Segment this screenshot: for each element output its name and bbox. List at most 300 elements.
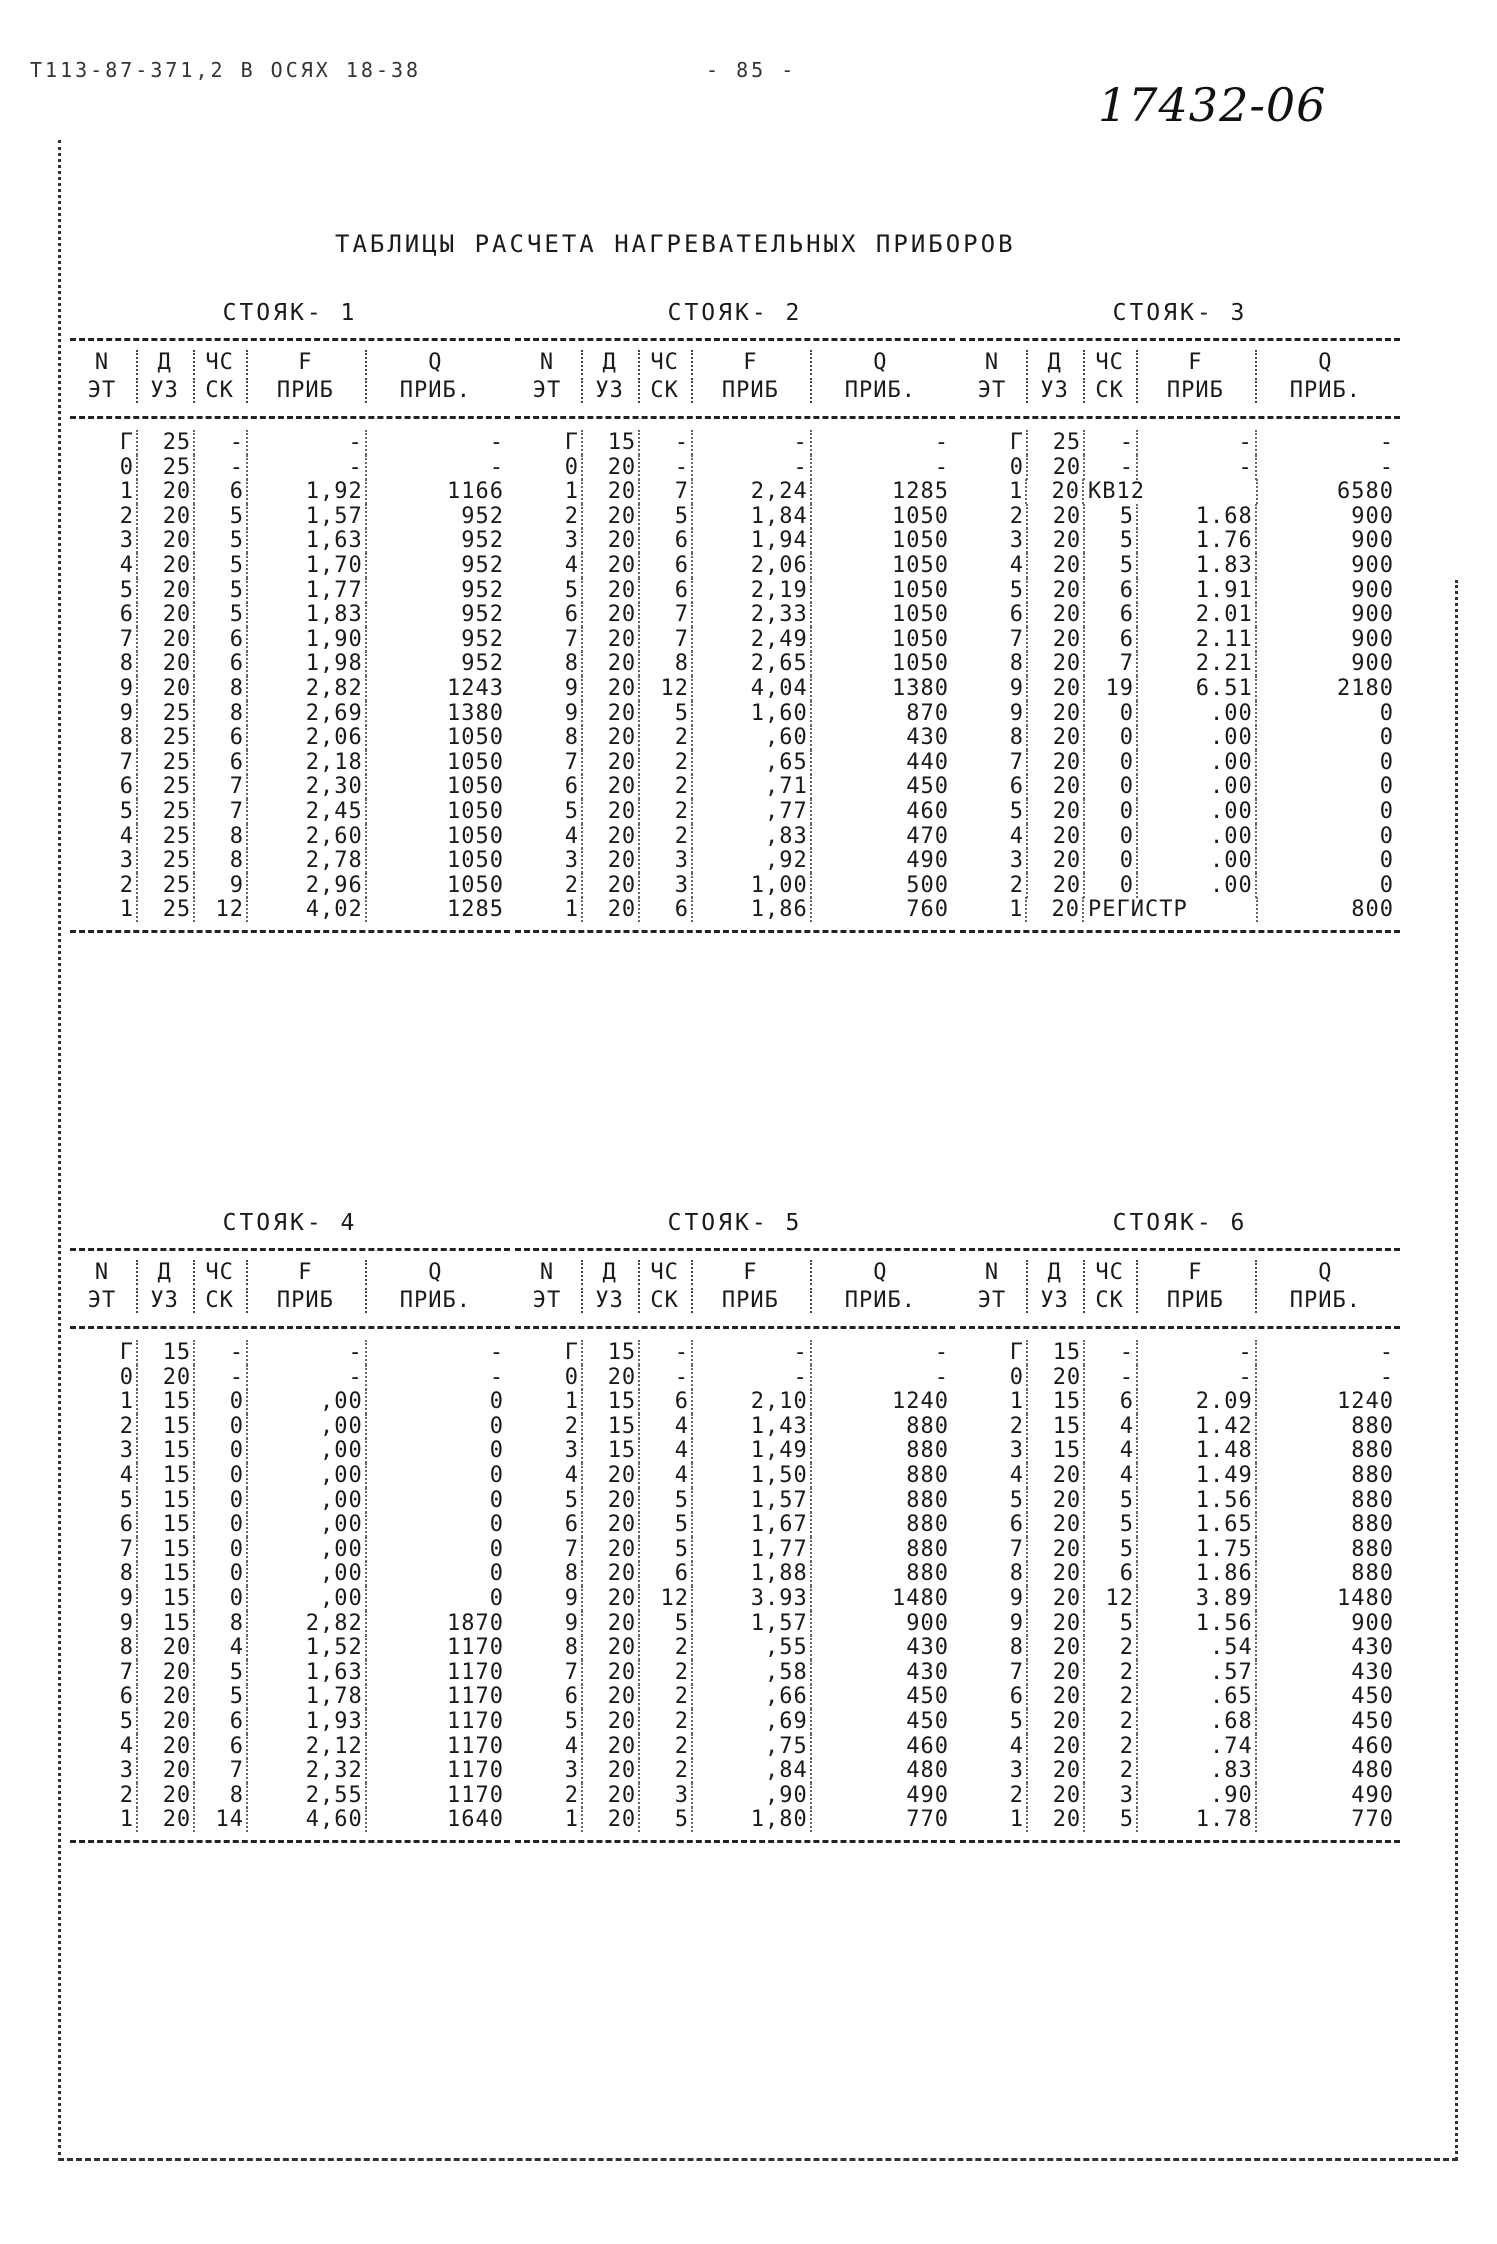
table-row — [70, 1561, 510, 1586]
table-row — [960, 1586, 1400, 1611]
cell-diameter: 20 — [581, 750, 638, 775]
cell-floor: 7 — [1009, 749, 1024, 775]
table-rule-top — [70, 338, 510, 341]
cell-diameter: 25 — [136, 750, 193, 775]
cell-diameter: 15 — [136, 1340, 193, 1365]
cell-floor: 4 — [119, 1463, 134, 1488]
left-margin-rule — [58, 140, 61, 2155]
cell-floor: 9 — [1009, 676, 1024, 701]
column-header-row — [960, 1260, 1400, 1285]
table-row — [960, 1561, 1400, 1586]
column-header-q: Q — [810, 1260, 955, 1285]
cell-heat-output: 952 — [365, 528, 510, 553]
cell-area: 1,94 — [691, 528, 810, 553]
table-row — [70, 848, 510, 873]
cell-diameter: 20 — [136, 1365, 193, 1390]
cell-diameter: 20 — [1026, 1660, 1083, 1685]
cell-diameter: 20 — [1026, 1758, 1083, 1783]
cell-sections: 12 — [1083, 1586, 1136, 1611]
table-row — [515, 1807, 955, 1832]
cell-area: 6.51 — [1136, 676, 1255, 701]
cell-floor: 7 — [564, 626, 579, 652]
cell-diameter: 25 — [136, 430, 193, 455]
table-row — [70, 873, 510, 898]
table-row — [960, 1463, 1400, 1488]
cell-diameter: 25 — [136, 848, 193, 873]
cell-floor: 8 — [119, 1635, 134, 1661]
cell-diameter: 20 — [581, 553, 638, 578]
table-rule-bottom — [960, 930, 1400, 933]
cell-sections: 6 — [638, 528, 691, 553]
table-row — [70, 1389, 510, 1414]
cell-area: 1,57 — [691, 1611, 810, 1636]
column-header-a: Д — [136, 350, 193, 375]
cell-floor: 9 — [1009, 1586, 1024, 1611]
cell-floor: 1 — [119, 1389, 134, 1415]
cell-diameter: 25 — [136, 455, 193, 480]
cell-diameter: 20 — [1026, 824, 1083, 849]
cell-floor: 9 — [1009, 1610, 1024, 1636]
cell-sections: 6 — [1083, 627, 1136, 652]
cell-heat-output: 1050 — [365, 848, 510, 873]
table-row — [960, 430, 1400, 455]
cell-area: ,90 — [691, 1783, 810, 1808]
cell-area: 1.65 — [1136, 1512, 1255, 1537]
column-header-a: Д — [1026, 350, 1083, 375]
cell-area: 1,43 — [691, 1414, 810, 1439]
cell-floor: 4 — [1009, 823, 1024, 849]
table-row — [960, 578, 1400, 603]
cell-diameter: 20 — [581, 1488, 638, 1513]
cell-sections: 2 — [1083, 1734, 1136, 1759]
cell-heat-output: 952 — [365, 651, 510, 676]
column-header-n: ЭТ — [532, 1288, 562, 1313]
table-row — [70, 455, 510, 480]
cell-area: 2,12 — [246, 1734, 365, 1759]
cell-heat-output: 2180 — [1255, 676, 1400, 701]
cell-heat-output: 880 — [1255, 1512, 1400, 1537]
cell-heat-output: 880 — [1255, 1438, 1400, 1463]
cell-diameter: 20 — [136, 627, 193, 652]
cell-heat-output: 760 — [810, 897, 955, 922]
cell-area: .83 — [1136, 1758, 1255, 1783]
cell-heat-output: - — [1255, 430, 1400, 455]
cell-sections: 8 — [193, 676, 246, 701]
cell-diameter: 15 — [136, 1561, 193, 1586]
column-header-s: СК — [638, 1288, 691, 1313]
cell-area: 2.21 — [1136, 651, 1255, 676]
cell-floor: 8 — [564, 651, 579, 677]
column-header-s: СК — [638, 378, 691, 403]
cell-area: 1.49 — [1136, 1463, 1255, 1488]
cell-area: 1,98 — [246, 651, 365, 676]
table-row — [70, 1758, 510, 1783]
cell-area: 1,84 — [691, 504, 810, 529]
cell-sections: 0 — [193, 1586, 246, 1611]
cell-sections: 5 — [1083, 504, 1136, 529]
column-header-a: УЗ — [581, 378, 638, 403]
cell-floor: 7 — [564, 1659, 579, 1685]
cell-diameter: 20 — [1026, 1512, 1083, 1537]
cell-area: ,00 — [246, 1438, 365, 1463]
cell-area: ,58 — [691, 1660, 810, 1685]
column-header-f: ПРИБ — [246, 378, 365, 403]
cell-diameter: 15 — [581, 1340, 638, 1365]
cell-heat-output: 1480 — [1255, 1586, 1400, 1611]
cell-area: ,77 — [691, 799, 810, 824]
cell-floor: 1 — [119, 1807, 134, 1833]
table-row — [70, 701, 510, 726]
cell-sections: - — [193, 1365, 246, 1390]
cell-floor: 7 — [564, 1536, 579, 1562]
cell-diameter: 20 — [1026, 627, 1083, 652]
cell-sections: 9 — [193, 873, 246, 898]
cell-heat-output: 900 — [1255, 651, 1400, 676]
cell-heat-output: 1380 — [365, 701, 510, 726]
cell-diameter: 20 — [581, 578, 638, 603]
cell-heat-output: 900 — [1255, 602, 1400, 627]
cell-sections: 0 — [193, 1389, 246, 1414]
cell-floor: 1 — [1009, 479, 1024, 505]
riser-name: СТОЯК- 2 — [667, 300, 803, 326]
cell-diameter: 20 — [581, 824, 638, 849]
column-header-s: ЧС — [638, 350, 691, 375]
cell-sections: 5 — [1083, 553, 1136, 578]
cell-sections: 3 — [638, 848, 691, 873]
cell-area: ,69 — [691, 1709, 810, 1734]
cell-floor: 0 — [564, 1364, 579, 1390]
cell-area: 2,06 — [246, 725, 365, 750]
cell-sections: 7 — [638, 627, 691, 652]
cell-heat-output: 1050 — [365, 824, 510, 849]
cell-area: .57 — [1136, 1660, 1255, 1685]
cell-sections: 5 — [193, 553, 246, 578]
column-header-n: N — [539, 350, 555, 375]
cell-sections: 4 — [638, 1438, 691, 1463]
table-row — [70, 578, 510, 603]
cell-diameter: 20 — [581, 627, 638, 652]
cell-floor: 2 — [1009, 872, 1024, 898]
table-row — [960, 1684, 1400, 1709]
cell-sections: 7 — [638, 479, 691, 504]
table-rule-bottom — [515, 930, 955, 933]
cell-heat-output: 450 — [1255, 1684, 1400, 1709]
table-row — [70, 725, 510, 750]
table-row — [515, 1709, 955, 1734]
table-row — [70, 1365, 510, 1390]
cell-area: 1.68 — [1136, 504, 1255, 529]
riser-table — [960, 300, 1400, 1200]
cell-floor: 6 — [119, 774, 134, 800]
cell-diameter: 20 — [1026, 1463, 1083, 1488]
cell-sections: 6 — [193, 725, 246, 750]
cell-heat-output: 1050 — [810, 578, 955, 603]
table-row — [960, 799, 1400, 824]
table-row — [960, 676, 1400, 701]
cell-area: 2,18 — [246, 750, 365, 775]
cell-heat-output: 1050 — [365, 774, 510, 799]
cell-sections: 4 — [638, 1463, 691, 1488]
cell-floor: Г — [1009, 430, 1024, 455]
cell-heat-output: 0 — [1255, 701, 1400, 726]
cell-floor: 5 — [564, 1487, 579, 1513]
cell-area: .00 — [1136, 799, 1255, 824]
cell-heat-output: 800 — [1256, 897, 1400, 922]
cell-heat-output: 880 — [1255, 1488, 1400, 1513]
cell-diameter: 20 — [136, 578, 193, 603]
table-rule-header — [70, 1326, 510, 1329]
table-row — [960, 627, 1400, 652]
cell-heat-output: 490 — [1255, 1783, 1400, 1808]
cell-area: ,65 — [691, 750, 810, 775]
table-row — [515, 1414, 955, 1439]
column-header-q: ПРИБ. — [810, 1288, 955, 1313]
cell-floor: 2 — [564, 1413, 579, 1439]
cell-heat-output: 952 — [365, 602, 510, 627]
cell-area: 2,30 — [246, 774, 365, 799]
table-row — [960, 1734, 1400, 1759]
table-rule-top — [515, 338, 955, 341]
table-row — [960, 897, 1400, 922]
cell-floor: 6 — [1009, 1684, 1024, 1710]
cell-floor: 2 — [564, 1782, 579, 1808]
cell-area: 1,93 — [246, 1709, 365, 1734]
cell-heat-output: 450 — [810, 1709, 955, 1734]
cell-heat-output: 480 — [1255, 1758, 1400, 1783]
cell-diameter: 20 — [581, 651, 638, 676]
table-row — [515, 1438, 955, 1463]
table-rule-bottom — [70, 1840, 510, 1843]
cell-area: 1,80 — [691, 1807, 810, 1832]
cell-area: ,00 — [246, 1512, 365, 1537]
cell-area: ,00 — [246, 1586, 365, 1611]
column-header-a: УЗ — [136, 378, 193, 403]
cell-heat-output: 0 — [1255, 824, 1400, 849]
cell-area: 1,00 — [691, 873, 810, 898]
cell-heat-output: 470 — [810, 824, 955, 849]
cell-area: ,55 — [691, 1635, 810, 1660]
cell-floor: 7 — [119, 626, 134, 652]
table-row — [960, 824, 1400, 849]
cell-area: .00 — [1136, 750, 1255, 775]
cell-floor: 3 — [564, 1438, 579, 1464]
cell-area: 1,77 — [246, 578, 365, 603]
cell-heat-output: - — [365, 1340, 510, 1365]
cell-diameter: 25 — [136, 897, 193, 922]
cell-floor: 9 — [564, 1586, 579, 1611]
cell-sections: 2 — [638, 1635, 691, 1660]
cell-diameter: 20 — [1026, 1537, 1083, 1562]
cell-section-type: КВ12 — [1082, 479, 1256, 504]
column-header-f: F — [691, 350, 810, 375]
cell-heat-output: 900 — [810, 1611, 955, 1636]
cell-area: 1,63 — [246, 1660, 365, 1685]
table-row — [515, 799, 955, 824]
cell-diameter: 20 — [581, 725, 638, 750]
cell-floor: 4 — [564, 1463, 579, 1488]
table-row — [960, 873, 1400, 898]
column-header-a: УЗ — [136, 1288, 193, 1313]
cell-diameter: 15 — [136, 1537, 193, 1562]
column-header-f: F — [1136, 350, 1255, 375]
cell-area: .00 — [1136, 848, 1255, 873]
cell-sections: 2 — [638, 774, 691, 799]
cell-diameter: 15 — [581, 1389, 638, 1414]
cell-heat-output: 6580 — [1256, 479, 1400, 504]
column-header-s: ЧС — [193, 350, 246, 375]
cell-floor: 2 — [119, 1782, 134, 1808]
column-header-q: Q — [1255, 1260, 1400, 1285]
cell-area: 1.56 — [1136, 1488, 1255, 1513]
cell-heat-output: 1170 — [365, 1635, 510, 1660]
cell-heat-output: - — [365, 1365, 510, 1390]
right-margin-rule — [1455, 580, 1458, 2160]
column-header-row — [515, 1288, 955, 1313]
column-header-n: N — [984, 350, 1000, 375]
cell-heat-output: 880 — [810, 1537, 955, 1562]
cell-area: 1.91 — [1136, 578, 1255, 603]
cell-sections: 2 — [1083, 1660, 1136, 1685]
column-header-s: ЧС — [1083, 350, 1136, 375]
riser-table — [70, 300, 510, 1200]
cell-sections: 5 — [193, 602, 246, 627]
cell-area: 1.76 — [1136, 528, 1255, 553]
cell-area: ,71 — [691, 774, 810, 799]
table-row — [515, 873, 955, 898]
cell-diameter: 15 — [1026, 1438, 1083, 1463]
cell-area: ,83 — [691, 824, 810, 849]
cell-floor: 6 — [564, 774, 579, 800]
cell-area: .00 — [1136, 774, 1255, 799]
cell-heat-output: 1050 — [810, 602, 955, 627]
cell-diameter: 20 — [581, 1758, 638, 1783]
table-row — [515, 651, 955, 676]
cell-floor: 2 — [564, 872, 579, 898]
cell-area: .00 — [1136, 824, 1255, 849]
cell-area: - — [1136, 1340, 1255, 1365]
cell-heat-output: - — [810, 430, 955, 455]
cell-heat-output: - — [365, 430, 510, 455]
table-row — [515, 824, 955, 849]
cell-section-type: РЕГИСТР — [1082, 897, 1256, 922]
cell-heat-output: 880 — [810, 1561, 955, 1586]
cell-floor: 2 — [119, 503, 134, 529]
cell-sections: 3 — [638, 1783, 691, 1808]
column-header-s: СК — [1083, 378, 1136, 403]
table-rule-top — [960, 1248, 1400, 1251]
cell-heat-output: 1050 — [810, 528, 955, 553]
cell-sections: 0 — [1083, 824, 1136, 849]
riser-table — [70, 1210, 510, 2110]
cell-heat-output: 0 — [365, 1537, 510, 1562]
table-row — [70, 553, 510, 578]
cell-floor: 2 — [119, 872, 134, 898]
cell-heat-output: 490 — [810, 1783, 955, 1808]
cell-heat-output: 1480 — [810, 1586, 955, 1611]
cell-floor: 6 — [564, 602, 579, 628]
cell-sections: 2 — [1083, 1684, 1136, 1709]
cell-diameter: 20 — [1026, 676, 1083, 701]
cell-floor: 3 — [1009, 848, 1024, 874]
cell-floor: 5 — [564, 1709, 579, 1734]
cell-area: 1,52 — [246, 1635, 365, 1660]
cell-area: 1,78 — [246, 1684, 365, 1709]
cell-area: 1.86 — [1136, 1561, 1255, 1586]
table-row — [70, 651, 510, 676]
cell-diameter: 25 — [136, 799, 193, 824]
cell-sections: 7 — [193, 774, 246, 799]
cell-area: 2,10 — [691, 1389, 810, 1414]
cell-heat-output: 500 — [810, 873, 955, 898]
column-header-n: N — [94, 1260, 110, 1285]
cell-sections: - — [193, 455, 246, 480]
cell-floor: 3 — [1009, 1758, 1024, 1784]
cell-diameter: 20 — [581, 1635, 638, 1660]
cell-diameter: 15 — [136, 1414, 193, 1439]
cell-area: 1,70 — [246, 553, 365, 578]
page-number: - 85 - — [706, 58, 797, 82]
cell-heat-output: 430 — [1255, 1660, 1400, 1685]
column-header-a: Д — [1026, 1260, 1083, 1285]
cell-floor: Г — [564, 1340, 579, 1365]
cell-diameter: 20 — [581, 1709, 638, 1734]
cell-sections: 12 — [638, 1586, 691, 1611]
cell-sections: 5 — [193, 1684, 246, 1709]
cell-diameter: 20 — [1026, 1611, 1083, 1636]
table-rule-header — [960, 1326, 1400, 1329]
cell-floor: 2 — [1009, 1782, 1024, 1808]
column-header-a: Д — [136, 1260, 193, 1285]
cell-floor: 1 — [119, 897, 134, 923]
cell-floor: 1 — [564, 479, 579, 505]
table-row — [960, 1340, 1400, 1365]
cell-area: 2.01 — [1136, 602, 1255, 627]
cell-heat-output: 770 — [1255, 1807, 1400, 1832]
cell-area: ,92 — [691, 848, 810, 873]
table-row — [515, 627, 955, 652]
table-row — [960, 774, 1400, 799]
cell-sections: 0 — [193, 1438, 246, 1463]
cell-area: 4,60 — [246, 1807, 365, 1832]
cell-heat-output: - — [1255, 1365, 1400, 1390]
cell-floor: 4 — [1009, 1463, 1024, 1488]
table-row — [960, 1635, 1400, 1660]
cell-heat-output: 1050 — [810, 553, 955, 578]
cell-sections: 0 — [1083, 848, 1136, 873]
cell-floor: 8 — [119, 725, 134, 751]
cell-area: 1.78 — [1136, 1807, 1255, 1832]
cell-diameter: 20 — [1026, 701, 1083, 726]
handwritten-document-number: 17432-06 — [1098, 78, 1327, 132]
cell-diameter: 20 — [1026, 651, 1083, 676]
cell-diameter: 20 — [1026, 1734, 1083, 1759]
table-row — [515, 1611, 955, 1636]
cell-floor: 3 — [119, 1438, 134, 1464]
cell-floor: 9 — [119, 1610, 134, 1636]
cell-heat-output: 0 — [365, 1561, 510, 1586]
cell-heat-output: 0 — [365, 1438, 510, 1463]
cell-area: ,66 — [691, 1684, 810, 1709]
table-row — [960, 1414, 1400, 1439]
cell-area: 4,02 — [246, 897, 365, 922]
cell-floor: 0 — [1009, 1364, 1024, 1390]
cell-heat-output: 0 — [1255, 750, 1400, 775]
table-row — [960, 504, 1400, 529]
cell-diameter: 20 — [581, 1365, 638, 1390]
column-header-n: ЭТ — [532, 378, 562, 403]
cell-area: .00 — [1136, 725, 1255, 750]
column-header-row — [70, 378, 510, 403]
